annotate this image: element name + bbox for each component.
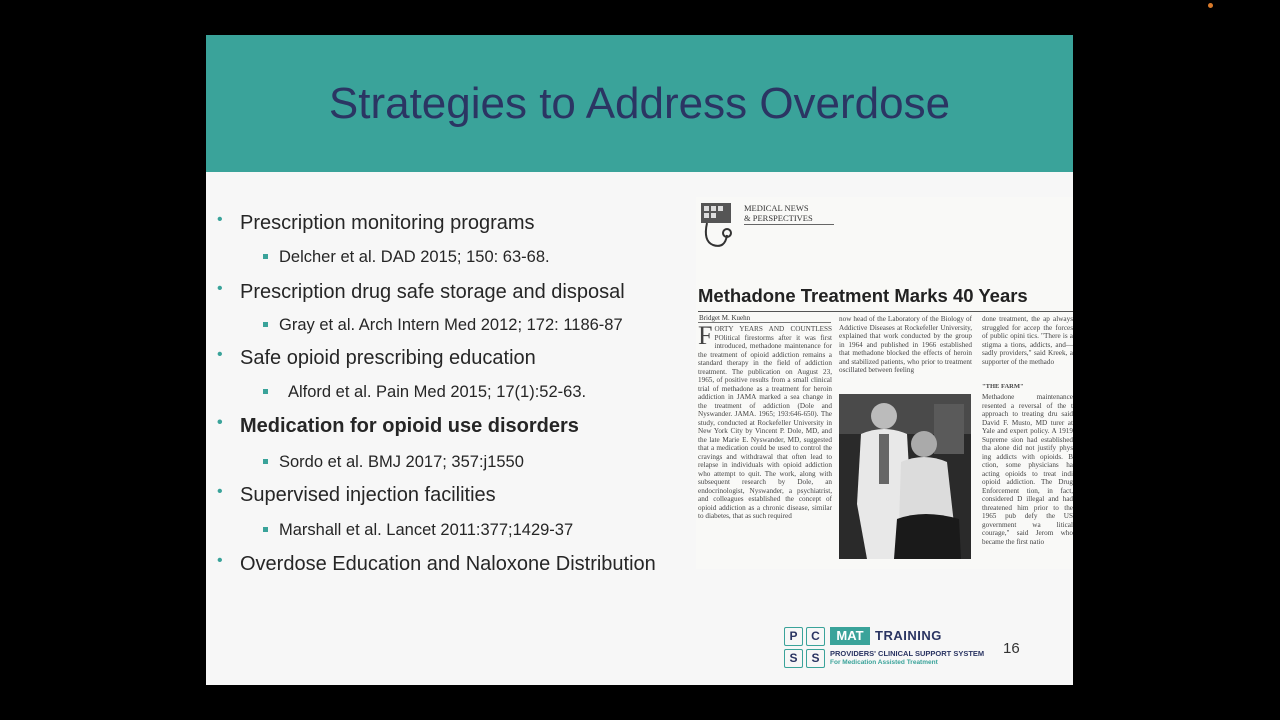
bullet-text: Prescription drug safe storage and disposal xyxy=(240,281,625,303)
article-column-1-text: ORTY YEARS AND COUNTLESS POlitical firestorms after it was first introduced, methadone maintenance for the treatment of opioid addiction remains a standard therapy in the field of addiction treatment. The publication on August 23, 1965, of positive results from a small clinical trial of methadone as a treatment for heroin addiction in JAMA marked a sea change in the treatment of addiction (Dole and Nyswander. JAMA. 1965; 193:646-650). The study, conducted at Rockefeller University in New York City by Vincent P. Dole, MD, and the late Marie E. Nyswander, MD, suggested that a medication could be used to control the cravings and withdrawal that often lead to relapse in individuals with opioid addiction who attempt to quit. The work, along with subsequent research by Dole, an endocrinologist, Nyswander, a psychiatrist, and colleagues established the concept of opioid addiction as a chronic disease, similar to diabetes, that as such required xyxy=(698,325,832,520)
logo-subtitle: For Medication Assisted Treatment xyxy=(830,659,938,666)
bullet-dot-icon: • xyxy=(217,280,223,297)
bullet-text: Overdose Education and Naloxone Distribution xyxy=(240,553,656,575)
recording-indicator-icon xyxy=(1208,3,1213,8)
article-column-2-text: now head of the Laboratory of the Biology of Addictive Diseases at Rockefeller University, explained that work conducted by the group in 1964 and published in 1966 established that methadone blocked the effects of heroin and stabilized patients, who prior to treatment oscillated between feeling xyxy=(839,315,972,374)
article-column-3-top xyxy=(982,315,1073,387)
stethoscope-logo-icon xyxy=(699,201,739,255)
article-column-3-text: Methadone maintenance resented a reversal of the t approach to treating dru said David F. Musto, MD turer at Yale and expert policy. A 1919 Supreme sion had established tha alone did not justify phys ing addicts with opioids. B ction, some physicians ha acting opioids to treat indi opioid addiction. The Drug Enforcement tion, in fact, considered D illegal and had threatened him prior to the 1965 pub defy the US government wa litical courage," said Jerom who became the first natio xyxy=(982,393,1073,546)
slide-header xyxy=(206,35,1073,172)
bullet-dot-icon: • xyxy=(217,414,223,431)
bullet-dot-icon: • xyxy=(217,483,223,500)
article-column-3-top-text: done treatment, the ap always struggled for accep the forces of public opini tics. "There is a stigma a tions, addicts, and—sadly providers," said Kreek, a supporter of the methado xyxy=(982,315,1073,366)
square-bullet-icon xyxy=(263,527,268,532)
presentation-slide xyxy=(206,35,1073,685)
article-section-line2: & PERSPECTIVES xyxy=(744,213,813,223)
bullet-dot-icon: • xyxy=(217,552,223,569)
square-bullet-icon xyxy=(263,459,268,464)
divider xyxy=(744,224,834,225)
bullet-text: Prescription monitoring programs xyxy=(240,212,535,234)
article-column-3 xyxy=(982,393,1073,563)
article-title: Methadone Treatment Marks 40 Years xyxy=(698,285,1028,306)
bullet-text: Safe opioid prescribing education xyxy=(240,347,536,369)
square-bullet-icon xyxy=(263,322,268,327)
journal-article-image xyxy=(696,197,1073,569)
square-bullet-icon xyxy=(263,254,268,259)
slide-page-number: 16 xyxy=(1003,640,1020,657)
logo-letter-s: S xyxy=(806,649,825,668)
logo-mat-badge: MAT xyxy=(830,627,870,645)
logo-letter-s: S xyxy=(784,649,803,668)
logo-training-label: TRAINING xyxy=(875,628,942,643)
slide-title: Strategies to Address Overdose xyxy=(328,79,951,128)
article-column-3-heading: "THE FARM" xyxy=(982,383,1024,390)
article-section xyxy=(744,203,813,223)
bullet-dot-icon: • xyxy=(217,211,223,228)
sub-bullet-text: Marshall et al. Lancet 2011:377;1429-37 xyxy=(279,521,574,539)
article-byline: Bridget M. Kuehn xyxy=(699,314,751,322)
sub-bullet-text: Sordo et al. BMJ 2017; 357:j1550 xyxy=(279,453,524,471)
article-section-line1: MEDICAL NEWS xyxy=(744,203,809,213)
article-column-2 xyxy=(839,315,972,389)
sub-bullet-text: Gray et al. Arch Intern Med 2012; 172: 1186-87 xyxy=(279,316,623,334)
bullet-dot-icon: • xyxy=(217,346,223,363)
article-column-1 xyxy=(698,325,832,565)
bullet-text: Supervised injection facilities xyxy=(240,484,496,506)
article-photo xyxy=(839,394,971,559)
logo-letter-p: P xyxy=(784,627,803,646)
divider xyxy=(698,322,831,323)
logo-full-name: PROVIDERS' CLINICAL SUPPORT SYSTEM xyxy=(830,649,985,658)
sub-bullet-text: Alford et al. Pain Med 2015; 17(1):52-63. xyxy=(288,383,587,401)
sub-bullet-text: Delcher et al. DAD 2015; 150: 63-68. xyxy=(279,248,550,266)
square-bullet-icon xyxy=(263,389,268,394)
bullet-text: Medication for opioid use disorders xyxy=(240,415,579,437)
divider xyxy=(698,311,1073,312)
drop-cap: F xyxy=(698,325,713,350)
logo-letter-c: C xyxy=(806,627,825,646)
